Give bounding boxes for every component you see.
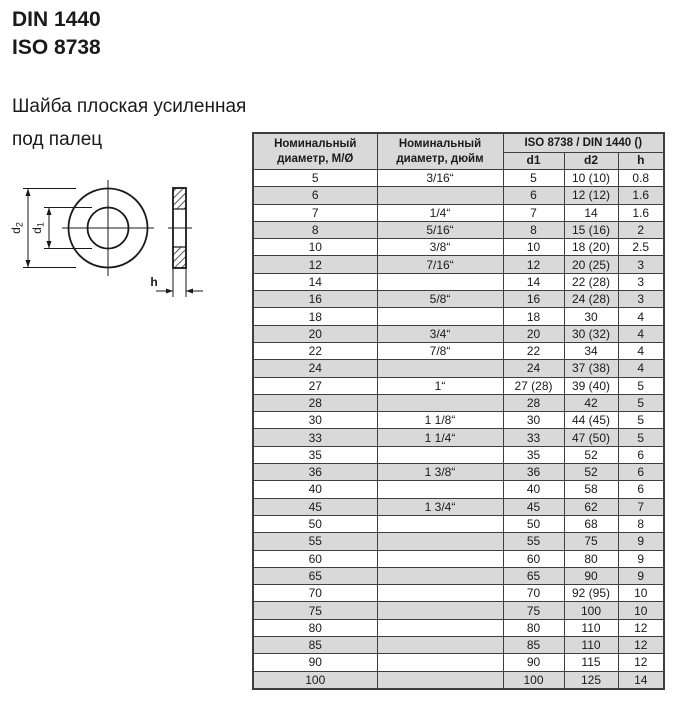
table-cell: 100: [253, 671, 377, 689]
table-cell: 4: [618, 325, 664, 342]
table-body: [253, 170, 664, 689]
table-cell: 42: [564, 394, 618, 411]
table-cell: 28: [503, 394, 564, 411]
table-cell: 8: [253, 221, 377, 238]
table-cell: [377, 550, 503, 567]
table-row: [253, 585, 664, 602]
table-row: [253, 239, 664, 256]
table-cell: 14: [253, 273, 377, 290]
table-cell: 30: [253, 412, 377, 429]
table-cell: 1 3/4“: [377, 498, 503, 515]
table-cell: 40: [253, 481, 377, 498]
table-cell: [377, 637, 503, 654]
table-cell: [377, 654, 503, 671]
table-row: [253, 550, 664, 567]
table-cell: 0.8: [618, 170, 664, 187]
table-cell: 75: [253, 602, 377, 619]
table-cell: 5: [253, 170, 377, 187]
table-cell: 12: [618, 654, 664, 671]
table-cell: [377, 515, 503, 532]
table-row: [253, 446, 664, 463]
table-cell: 68: [564, 515, 618, 532]
table-cell: [377, 187, 503, 204]
table-row: [253, 481, 664, 498]
table-cell: 30 (32): [564, 325, 618, 342]
table-cell: 100: [503, 671, 564, 689]
table-cell: [377, 360, 503, 377]
table-cell: 1 3/8“: [377, 464, 503, 481]
table-cell: 22: [253, 342, 377, 359]
table-cell: 16: [253, 291, 377, 308]
table-cell: 6: [253, 187, 377, 204]
table-row: [253, 256, 664, 273]
table-cell: 27: [253, 377, 377, 394]
table-cell: [377, 602, 503, 619]
table-cell: 35: [253, 446, 377, 463]
table-cell: 8: [503, 221, 564, 238]
table-row: [253, 377, 664, 394]
table-cell: 36: [253, 464, 377, 481]
table-cell: 100: [564, 602, 618, 619]
table-cell: 50: [503, 515, 564, 532]
table-cell: 92 (95): [564, 585, 618, 602]
table-cell: [377, 619, 503, 636]
table-cell: 44 (45): [564, 412, 618, 429]
table-cell: 33: [503, 429, 564, 446]
table-row: [253, 637, 664, 654]
table-cell: 5: [618, 412, 664, 429]
table-cell: 90: [503, 654, 564, 671]
table-cell: 20 (25): [564, 256, 618, 273]
table-cell: 12 (12): [564, 187, 618, 204]
table-cell: 14: [503, 273, 564, 290]
table-cell: 3: [618, 291, 664, 308]
table-cell: 110: [564, 619, 618, 636]
table-row: [253, 394, 664, 411]
table-cell: 3/4“: [377, 325, 503, 342]
table-row: [253, 308, 664, 325]
table-cell: 5: [618, 394, 664, 411]
table-cell: 6: [618, 481, 664, 498]
table-cell: 12: [618, 637, 664, 654]
table-cell: 1“: [377, 377, 503, 394]
table-cell: 5/8“: [377, 291, 503, 308]
dimension-label-h: h: [150, 275, 158, 289]
table-row: [253, 619, 664, 636]
table-row: [253, 273, 664, 290]
table-cell: 12: [253, 256, 377, 273]
table-cell: 3/8“: [377, 239, 503, 256]
table-cell: [377, 481, 503, 498]
table-row: [253, 204, 664, 221]
table-cell: 80: [253, 619, 377, 636]
product-name-line2: под палец: [12, 129, 103, 150]
table-cell: 20: [253, 325, 377, 342]
din-standard-title: DIN 1440: [12, 8, 101, 31]
dimension-label-d1: $d_1$: [30, 222, 46, 234]
table-cell: 14: [618, 671, 664, 689]
table-cell: 9: [618, 550, 664, 567]
table-cell: 9: [618, 567, 664, 584]
table-cell: 5: [618, 377, 664, 394]
table-cell: 1/4“: [377, 204, 503, 221]
table-cell: 80: [503, 619, 564, 636]
table-row: [253, 498, 664, 515]
table-row: [253, 360, 664, 377]
table-cell: 14: [564, 204, 618, 221]
table-cell: 115: [564, 654, 618, 671]
table-cell: 75: [564, 533, 618, 550]
table-cell: [377, 308, 503, 325]
table-row: [253, 464, 664, 481]
table-cell: 18: [503, 308, 564, 325]
table-cell: 70: [253, 585, 377, 602]
table-cell: 16: [503, 291, 564, 308]
table-cell: 40: [503, 481, 564, 498]
table-cell: 3: [618, 273, 664, 290]
table-cell: 6: [503, 187, 564, 204]
washer-side-view: [168, 188, 192, 268]
table-cell: [377, 446, 503, 463]
header-h: h: [618, 153, 664, 170]
table-row: [253, 170, 664, 187]
table-cell: 58: [564, 481, 618, 498]
table-row: [253, 515, 664, 532]
table-cell: 30: [503, 412, 564, 429]
table-cell: 60: [503, 550, 564, 567]
table-row: [253, 325, 664, 342]
table-row: [253, 291, 664, 308]
table-cell: 37 (38): [564, 360, 618, 377]
table-cell: 47 (50): [564, 429, 618, 446]
table-row: [253, 654, 664, 671]
table-row: [253, 567, 664, 584]
table-cell: 10 (10): [564, 170, 618, 187]
table-row: [253, 602, 664, 619]
header-d2: d2: [564, 153, 618, 170]
table-cell: 10: [253, 239, 377, 256]
table-cell: 5/16“: [377, 221, 503, 238]
table-cell: 1.6: [618, 204, 664, 221]
table-cell: [377, 533, 503, 550]
table-cell: 70: [503, 585, 564, 602]
washer-technical-drawing: [4, 162, 244, 312]
dimension-label-d2: $d_2$: [9, 222, 25, 234]
table-row: [253, 533, 664, 550]
table-cell: 90: [564, 567, 618, 584]
table-cell: 12: [618, 619, 664, 636]
table-cell: 30: [564, 308, 618, 325]
table-cell: 110: [564, 637, 618, 654]
table-cell: 1 1/8“: [377, 412, 503, 429]
table-cell: 36: [503, 464, 564, 481]
table-cell: 85: [503, 637, 564, 654]
table-row: [253, 342, 664, 359]
table-cell: 3: [618, 256, 664, 273]
table-cell: 75: [503, 602, 564, 619]
table-cell: [377, 567, 503, 584]
table-cell: 7/8“: [377, 342, 503, 359]
table-cell: 55: [253, 533, 377, 550]
table-cell: 125: [564, 671, 618, 689]
table-cell: 4: [618, 308, 664, 325]
table-cell: [377, 671, 503, 689]
table-cell: 20: [503, 325, 564, 342]
product-name-line1: Шайба плоская усиленная: [12, 96, 247, 117]
table-cell: 9: [618, 533, 664, 550]
table-cell: 55: [503, 533, 564, 550]
table-cell: 22 (28): [564, 273, 618, 290]
table-row: [253, 221, 664, 238]
table-cell: 24 (28): [564, 291, 618, 308]
table-cell: 52: [564, 464, 618, 481]
table-cell: 80: [564, 550, 618, 567]
table-row: [253, 412, 664, 429]
table-cell: 24: [503, 360, 564, 377]
table-cell: 5: [618, 429, 664, 446]
table-cell: 34: [564, 342, 618, 359]
table-cell: 6: [618, 446, 664, 463]
table-cell: 2.5: [618, 239, 664, 256]
table-cell: 2: [618, 221, 664, 238]
table-cell: 12: [503, 256, 564, 273]
table-cell: 62: [564, 498, 618, 515]
header-d1: d1: [503, 153, 564, 170]
table-cell: 6: [618, 464, 664, 481]
table-cell: 50: [253, 515, 377, 532]
table-cell: 7: [253, 204, 377, 221]
table-cell: 8: [618, 515, 664, 532]
table-cell: 33: [253, 429, 377, 446]
table-cell: 65: [253, 567, 377, 584]
iso-standard-title: ISO 8738: [12, 36, 101, 59]
table-cell: 65: [503, 567, 564, 584]
table-cell: 24: [253, 360, 377, 377]
table-cell: 7: [618, 498, 664, 515]
header-nominal-mm: Номинальный диаметр, М/Ø: [253, 133, 377, 170]
table-cell: 39 (40): [564, 377, 618, 394]
table-cell: 4: [618, 360, 664, 377]
table-cell: 45: [503, 498, 564, 515]
table-row: [253, 671, 664, 689]
table-row: [253, 429, 664, 446]
header-nominal-inch: Номинальный диаметр, дюйм: [377, 133, 503, 170]
table-cell: 3/16“: [377, 170, 503, 187]
table-cell: 22: [503, 342, 564, 359]
table-cell: [377, 585, 503, 602]
product-name-block: [12, 90, 246, 156]
table-cell: 4: [618, 342, 664, 359]
table-cell: 5: [503, 170, 564, 187]
table-cell: 45: [253, 498, 377, 515]
table-cell: [377, 394, 503, 411]
standards-title-block: [12, 6, 101, 62]
table-cell: 28: [253, 394, 377, 411]
header-standard-group: ISO 8738 / DIN 1440 (): [503, 133, 664, 153]
table-cell: 18: [253, 308, 377, 325]
table-cell: 7/16“: [377, 256, 503, 273]
table-cell: 10: [503, 239, 564, 256]
dimension-h: [156, 268, 203, 297]
table-cell: 7: [503, 204, 564, 221]
table-cell: 1 1/4“: [377, 429, 503, 446]
table-cell: 35: [503, 446, 564, 463]
table-cell: 60: [253, 550, 377, 567]
table-header: [253, 133, 664, 170]
table-cell: 52: [564, 446, 618, 463]
table-cell: [377, 273, 503, 290]
table-cell: 90: [253, 654, 377, 671]
table-row: [253, 187, 664, 204]
table-cell: 85: [253, 637, 377, 654]
table-cell: 1.6: [618, 187, 664, 204]
table-cell: 15 (16): [564, 221, 618, 238]
table-cell: 10: [618, 602, 664, 619]
table-cell: 18 (20): [564, 239, 618, 256]
washer-front-view: [62, 180, 154, 276]
table-cell: 27 (28): [503, 377, 564, 394]
table-cell: 10: [618, 585, 664, 602]
dimensions-table: [252, 132, 665, 690]
